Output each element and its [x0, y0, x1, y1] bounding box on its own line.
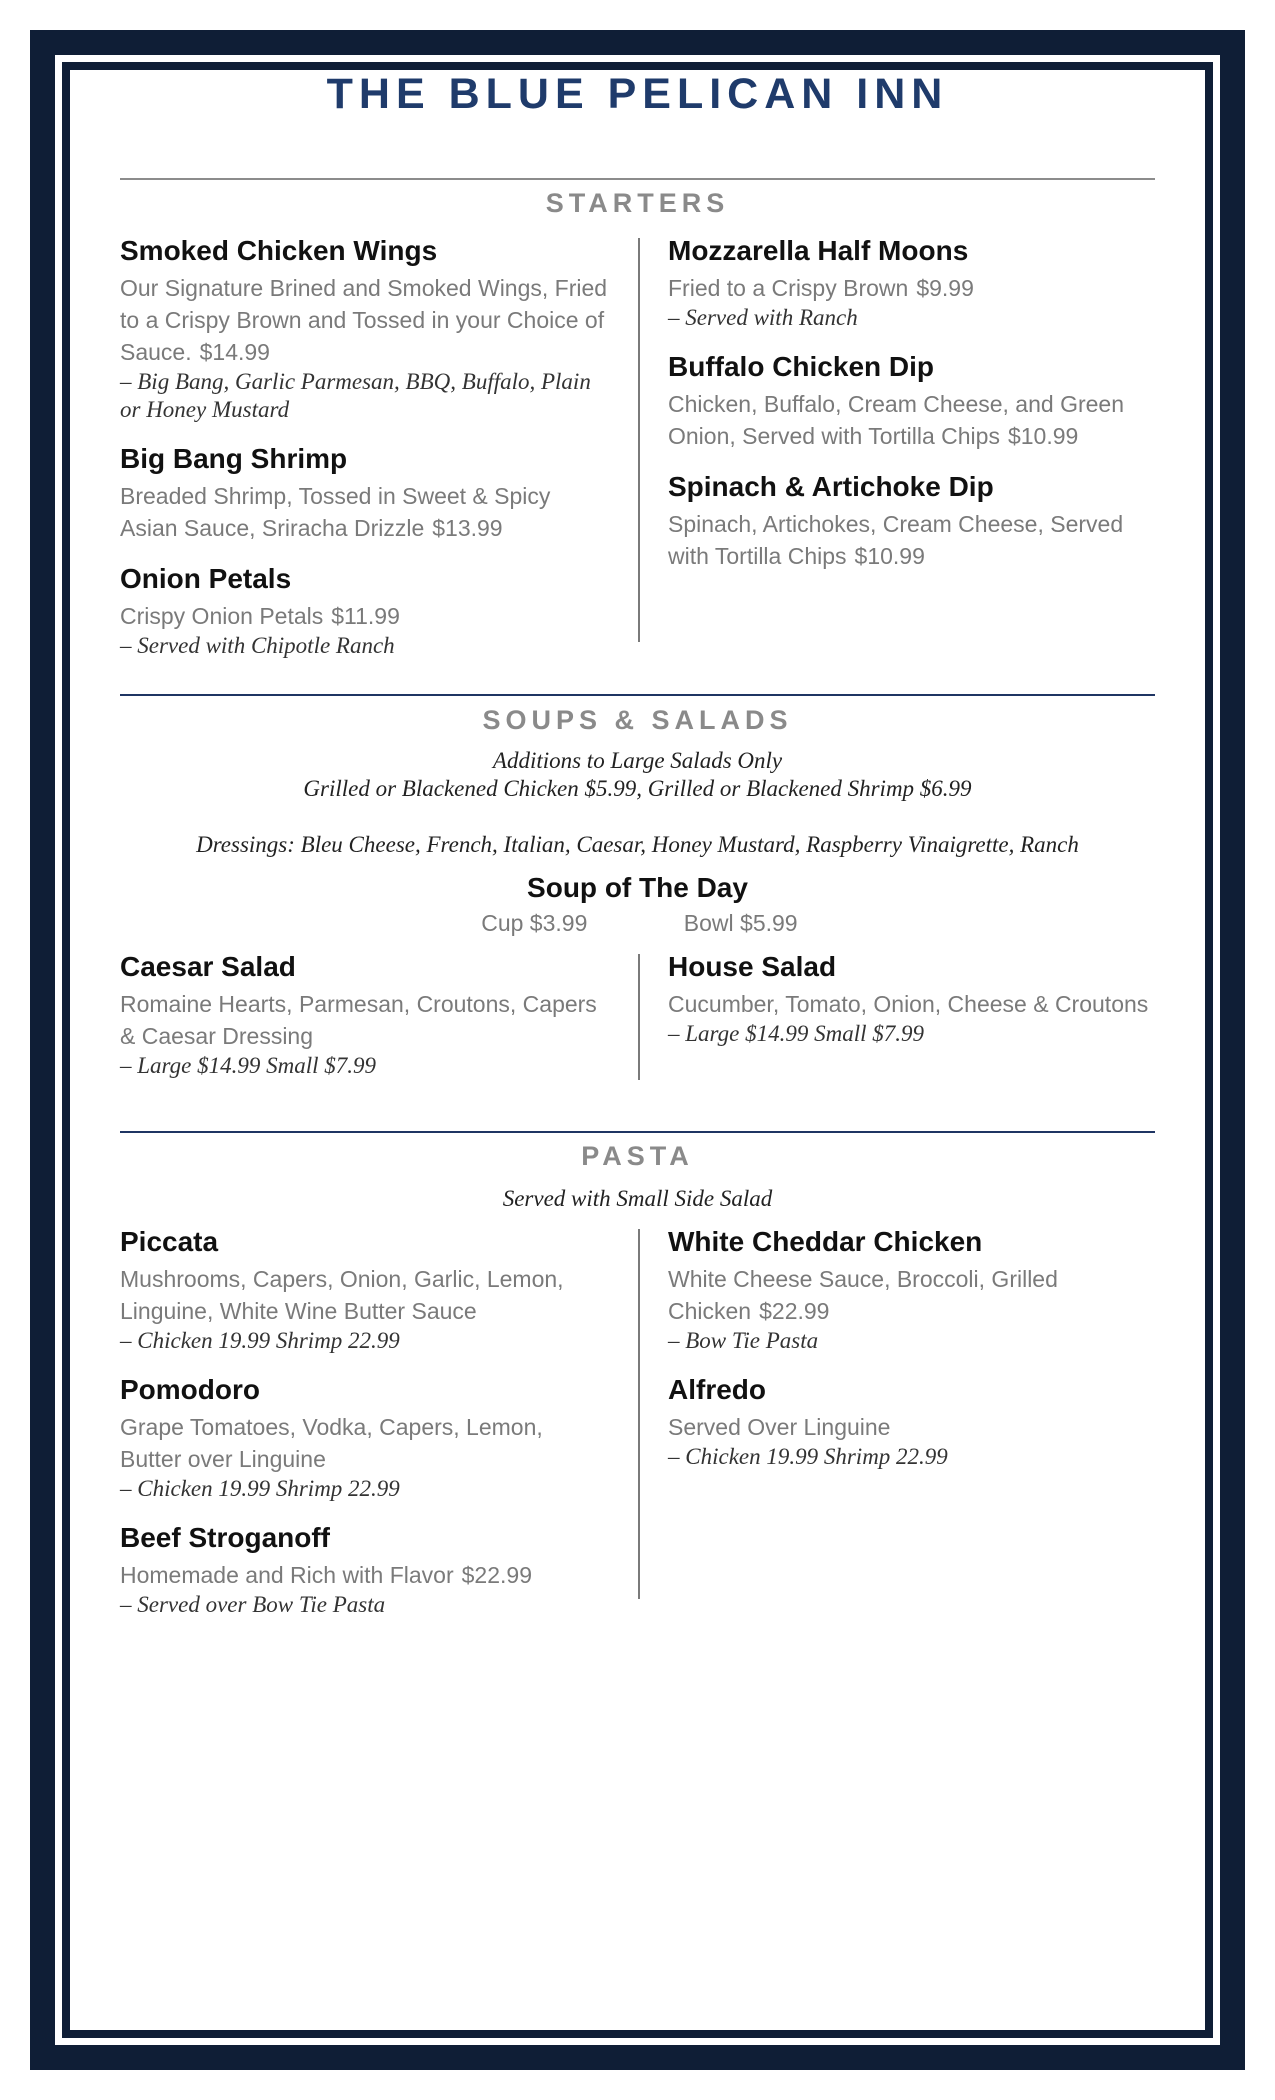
salads-left-column	[120, 950, 610, 1098]
menu-item	[668, 350, 1158, 452]
menu-item-desc-text: Spinach, Artichokes, Cream Cheese, Served with Tortilla Chips	[668, 511, 1124, 569]
pasta-right-column	[668, 1225, 1158, 1489]
menu-item	[668, 950, 1158, 1048]
menu-item-price: $9.99	[916, 275, 974, 301]
soup-of-the-day: Soup of The Day	[527, 872, 748, 903]
menu-item	[120, 1225, 610, 1355]
soup-cup-price: Cup $3.99	[481, 910, 588, 936]
starters-right-column	[668, 234, 1158, 590]
menu-item-note: – Chicken 19.99 Shrimp 22.99	[120, 1476, 400, 1501]
menu-item-note: – Served with Ranch	[668, 305, 858, 330]
menu-item-note: – Large $14.99 Small $7.99	[120, 1053, 376, 1078]
menu-item-price: $11.99	[331, 603, 400, 629]
menu-item-desc-text: Grape Tomatoes, Vodka, Capers, Lemon, Butter over Linguine	[120, 1414, 543, 1472]
menu-item	[668, 470, 1158, 572]
menu-item-description	[120, 1411, 610, 1475]
pasta-divider	[638, 1229, 640, 1599]
menu-item	[668, 1225, 1158, 1355]
menu-item-name: Big Bang Shrimp	[120, 443, 348, 474]
menu-item-name: House Salad	[668, 951, 837, 982]
menu-item-desc-text: Breaded Shrimp, Tossed in Sweet & Spicy Asian Sauce, Sriracha Drizzle	[120, 483, 551, 541]
menu-item-price: $14.99	[199, 339, 270, 365]
menu-item-desc-text: Our Signature Brined and Smoked Wings, Fried to a Crispy Brown and Tossed in your Choice of Sauce.	[120, 275, 608, 365]
menu-item-desc-text: Mushrooms, Capers, Onion, Garlic, Lemon, Linguine, White Wine Butter Sauce	[120, 1266, 564, 1324]
menu-item-desc-text: Fried to a Crispy Brown	[668, 275, 909, 301]
pasta-left-column	[120, 1225, 610, 1637]
restaurant-name: THE BLUE PELICAN INN	[326, 70, 949, 118]
menu-item-description	[668, 272, 1158, 304]
menu-item-description	[668, 508, 1158, 572]
menu-item-price: $22.99	[461, 1562, 532, 1588]
menu-item-name: Piccata	[120, 1226, 219, 1257]
pasta-heading: PASTA	[581, 1141, 694, 1171]
menu-item-description	[120, 988, 610, 1052]
menu-item-description	[668, 388, 1158, 452]
starters-rule	[120, 178, 1155, 180]
menu-item-desc-text: Romaine Hearts, Parmesan, Croutons, Capers & Caesar Dressing	[120, 991, 597, 1049]
menu-item-note: – Served over Bow Tie Pasta	[120, 1592, 386, 1617]
menu-item-description	[668, 1263, 1158, 1327]
menu-item	[120, 442, 610, 544]
starters-left-column	[120, 234, 610, 678]
menu-item-name: Spinach & Artichoke Dip	[668, 471, 994, 502]
menu-item-name: White Cheddar Chicken	[668, 1226, 983, 1257]
menu-item-note: – Bow Tie Pasta	[668, 1328, 819, 1353]
menu-item-name: Mozzarella Half Moons	[668, 235, 969, 266]
additions-line-2: Grilled or Blackened Chicken $5.99, Grilled or Blackened Shrimp $6.99	[303, 776, 972, 801]
menu-item-description	[668, 988, 1158, 1020]
menu-item-desc-text: White Cheese Sauce, Broccoli, Grilled Chicken	[668, 1266, 1058, 1324]
menu-item	[120, 950, 610, 1080]
starters-heading: STARTERS	[545, 188, 730, 218]
menu-item-desc-text: Cucumber, Tomato, Onion, Cheese & Croutons	[668, 991, 1149, 1017]
menu-item-desc-text: Served Over Linguine	[668, 1414, 891, 1440]
menu-item-note: – Served with Chipotle Ranch	[120, 633, 395, 658]
menu-item-name: Alfredo	[668, 1374, 766, 1405]
soups-rule	[120, 694, 1155, 696]
salads-right-column	[668, 950, 1158, 1066]
menu-item	[120, 1521, 610, 1619]
menu-item-name: Pomodoro	[120, 1374, 260, 1405]
menu-item-name: Onion Petals	[120, 563, 292, 594]
menu-item-name: Smoked Chicken Wings	[120, 235, 438, 266]
menu-item	[120, 562, 610, 660]
menu-item-desc-text: Crispy Onion Petals	[120, 603, 324, 629]
menu-item-price: $10.99	[854, 543, 925, 569]
pasta-rule	[120, 1131, 1155, 1133]
soup-bowl-price: Bowl $5.99	[683, 910, 798, 936]
menu-item-description	[120, 272, 610, 368]
menu-item-description	[120, 1263, 610, 1327]
menu-item	[120, 234, 610, 424]
menu-item-name: Beef Stroganoff	[120, 1522, 330, 1553]
menu-item	[668, 234, 1158, 332]
menu-item-note: – Chicken 19.99 Shrimp 22.99	[668, 1444, 948, 1469]
salads-divider	[638, 954, 640, 1080]
soup-prices	[120, 910, 1155, 937]
menu-item-price: $22.99	[759, 1298, 830, 1324]
menu-item-note: – Large $14.99 Small $7.99	[668, 1021, 924, 1046]
menu-content	[120, 0, 1155, 2100]
menu-item-desc-text: Chicken, Buffalo, Cream Cheese, and Green Onion, Served with Tortilla Chips	[668, 391, 1124, 449]
soups-heading: SOUPS & SALADS	[482, 705, 793, 735]
additions-line-1: Additions to Large Salads Only	[492, 748, 783, 773]
dressings-line: Dressings: Bleu Cheese, French, Italian, Caesar, Honey Mustard, Raspberry Vinaigrette, Ranch	[196, 832, 1079, 857]
menu-item-note: – Chicken 19.99 Shrimp 22.99	[120, 1328, 400, 1353]
starters-divider	[638, 238, 640, 642]
menu-item-name: Buffalo Chicken Dip	[668, 351, 935, 382]
menu-item	[668, 1373, 1158, 1471]
menu-item	[120, 1373, 610, 1503]
menu-item-description	[120, 1559, 610, 1591]
menu-item-description	[120, 480, 610, 544]
pasta-subtitle: Served with Small Side Salad	[502, 1186, 773, 1211]
menu-item-description	[120, 600, 610, 632]
menu-item-name: Caesar Salad	[120, 951, 296, 982]
menu-item-description	[668, 1411, 1158, 1443]
menu-item-price: $13.99	[432, 515, 503, 541]
menu-item-desc-text: Homemade and Rich with Flavor	[120, 1562, 454, 1588]
menu-item-note: – Big Bang, Garlic Parmesan, BBQ, Buffalo, Plain or Honey Mustard	[120, 369, 591, 422]
menu-item-price: $10.99	[1007, 423, 1079, 449]
